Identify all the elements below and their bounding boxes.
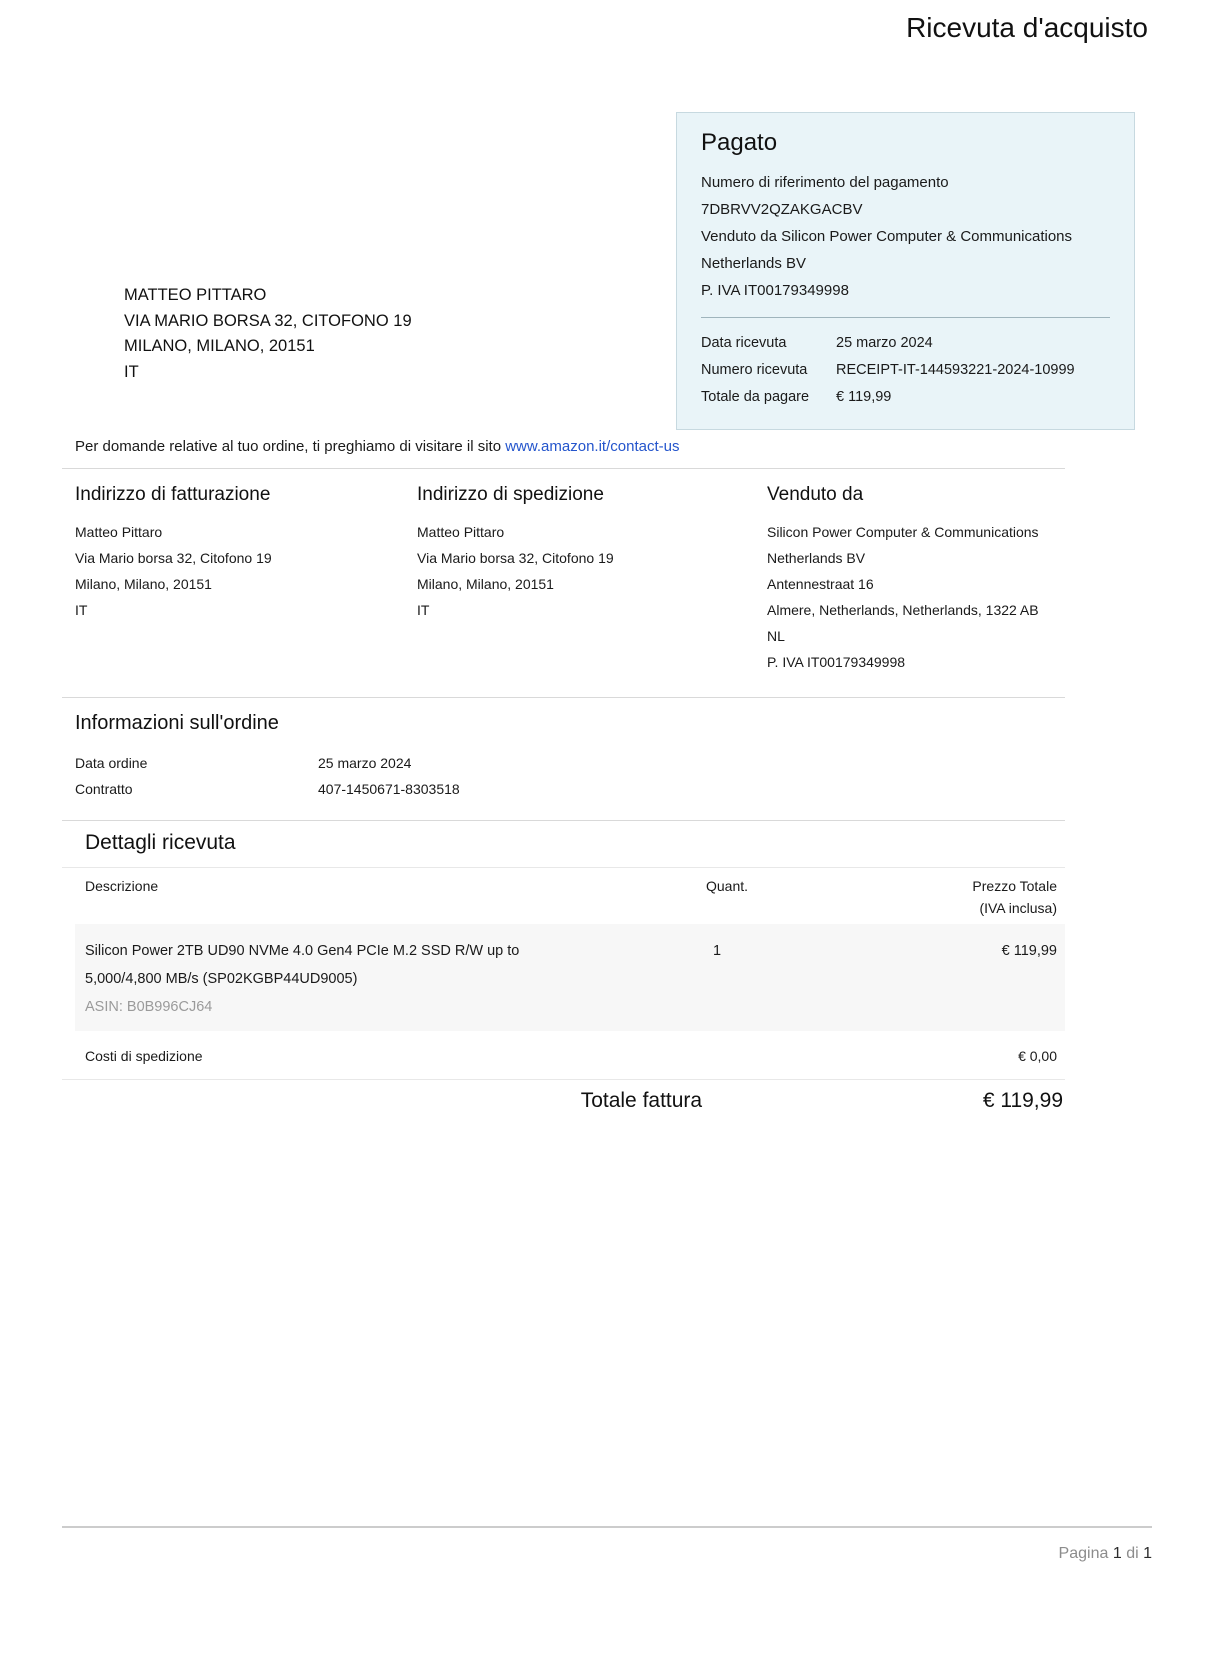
item-row [75, 924, 1065, 1031]
total-page-number: 1 [1143, 1545, 1152, 1562]
receipt-date-value: 25 marzo 2024 [836, 335, 933, 351]
shipping-address-block [417, 484, 767, 675]
item-quantity: 1 [712, 943, 722, 959]
shipping-cost-label: Costi di spedizione [85, 1048, 203, 1064]
column-header-quantity: Quant. [705, 878, 749, 894]
shipping-address-heading: Indirizzo di spedizione [417, 484, 604, 505]
billing-line: IT [75, 602, 88, 618]
shipping-line: Matteo Pittaro [417, 524, 505, 540]
receipt-date-row [701, 330, 1110, 357]
seller-line: Almere, Netherlands, Netherlands, 1322 AB [767, 602, 1039, 618]
contact-text: Per domande relative al tuo ordine, ti preghiamo di visitare il sito [75, 438, 506, 455]
shipping-line: IT [417, 602, 430, 618]
page-indicator [62, 1545, 1152, 1563]
item-description-cell [85, 937, 637, 1021]
seller-line: Silicon Power Computer & Communications [767, 524, 1039, 540]
of-word: di [1126, 1545, 1139, 1562]
price-header-line: Prezzo Totale [972, 878, 1057, 894]
price-header-note: (IVA inclusa) [979, 900, 1057, 916]
section-divider-details [62, 820, 1065, 821]
billing-address-heading: Indirizzo di fatturazione [75, 484, 271, 505]
invoice-total-label: Totale fattura [580, 1089, 703, 1112]
paid-heading: Pagato [701, 129, 778, 156]
invoice-total-value: € 119,99 [982, 1089, 1063, 1112]
section-divider-top [62, 468, 1065, 469]
receipt-number-value: RECEIPT-IT-144593221-2024-10999 [836, 362, 1075, 378]
billing-line: Milano, Milano, 20151 [75, 576, 212, 592]
paid-summary-box [676, 112, 1135, 430]
sold-by-line: Venduto da Silicon Power Computer & Communications Netherlands BV [701, 228, 1073, 272]
contract-value: 407-1450671-8303518 [318, 781, 460, 797]
seller-block [767, 484, 1065, 675]
receipt-date-label: Data ricevuta [701, 335, 787, 351]
paid-box-divider [701, 317, 1110, 318]
total-due-label: Totale da pagare [701, 389, 810, 405]
item-asin: ASIN: B0B996CJ64 [85, 999, 213, 1015]
order-date-row [75, 750, 1065, 776]
receipt-number-label: Numero ricevuta [701, 362, 808, 378]
seller-line: NL [767, 628, 785, 644]
page-title: Ricevuta d'acquisto [906, 12, 1148, 43]
receipt-number-row [701, 357, 1110, 384]
shipping-cost-row [62, 1031, 1065, 1079]
shipping-line: Via Mario borsa 32, Citofono 19 [417, 550, 614, 566]
address-columns [75, 484, 1065, 675]
seller-line: Netherlands BV [767, 550, 866, 566]
recipient-city: MILANO, MILANO, 20151 [124, 337, 315, 355]
payment-reference: Numero di riferimento del pagamento 7DBRVV2QZAKGACBV [701, 174, 949, 218]
seller-line: P. IVA IT00179349998 [767, 654, 906, 670]
billing-line: Matteo Pittaro [75, 524, 163, 540]
shipping-line: Milano, Milano, 20151 [417, 576, 554, 592]
invoice-total-row [62, 1080, 1065, 1113]
main-content [62, 437, 1065, 1113]
section-divider-middle [62, 697, 1065, 698]
billing-line: Via Mario borsa 32, Citofono 19 [75, 550, 272, 566]
item-price: € 119,99 [1001, 943, 1057, 959]
shipping-cost-value: € 0,00 [1018, 1048, 1057, 1064]
recipient-street: VIA MARIO BORSA 32, CITOFONO 19 [124, 311, 412, 330]
page-footer [62, 1526, 1152, 1563]
seller-heading: Venduto da [767, 484, 864, 505]
total-due-value: € 119,99 [836, 389, 892, 405]
order-info-heading: Informazioni sull'ordine [75, 712, 279, 734]
seller-line: Antennestraat 16 [767, 576, 874, 592]
order-info-section [75, 712, 1065, 802]
recipient-name: MATTEO PITTARO [124, 286, 267, 304]
order-date-value: 25 marzo 2024 [318, 755, 412, 771]
billing-address-block [75, 484, 417, 675]
vat-line: P. IVA IT00179349998 [701, 282, 849, 299]
recipient-address [124, 283, 412, 385]
recipient-country: IT [124, 362, 139, 381]
item-description: Silicon Power 2TB UD90 NVMe 4.0 Gen4 PCIe M.2 SSD R/W up to 5,000/4,800 MB/s (SP02KGBP44UD9005) [85, 943, 520, 987]
column-header-description: Descrizione [85, 878, 159, 894]
contact-link[interactable]: www.amazon.it/contact-us [505, 438, 680, 455]
column-header-price [807, 878, 1057, 916]
page-word: Pagina [1058, 1545, 1109, 1562]
contract-label: Contratto [75, 781, 133, 797]
receipt-details-heading: Dettagli ricevuta [85, 831, 236, 854]
current-page-number: 1 [1112, 1545, 1122, 1562]
footer-divider [62, 1526, 1152, 1528]
table-header-row [62, 868, 1065, 924]
total-due-row [701, 384, 1110, 411]
contact-note [75, 438, 1065, 455]
contract-row [75, 776, 1065, 802]
order-date-label: Data ordine [75, 755, 148, 771]
